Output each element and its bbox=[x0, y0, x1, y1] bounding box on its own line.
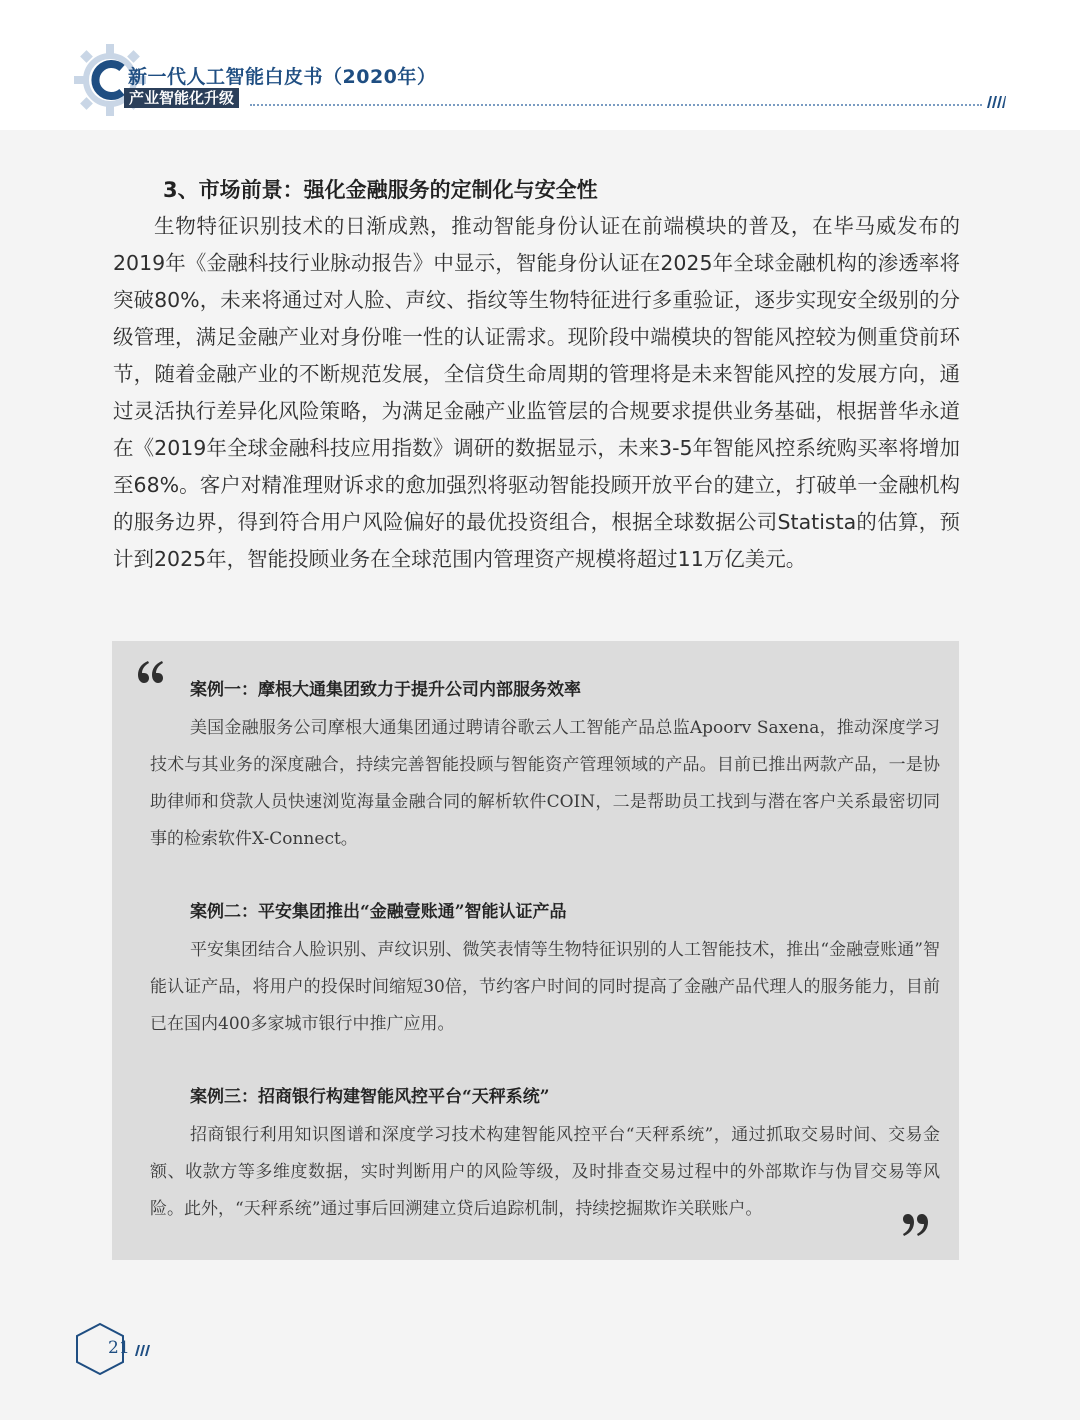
section-subheading: 3、市场前景：强化金融服务的定制化与安全性 bbox=[163, 178, 598, 202]
page-header bbox=[0, 0, 1080, 130]
case-3 bbox=[150, 1082, 940, 1228]
case-body: 招商银行利用知识图谱和深度学习技术构建智能风控平台“天秤系统”，通过抓取交易时间、交易金额、收款方等多维度数据，实时判断用户的风险等级，及时排查交易过程中的外部欺诈与伪冒交易等风险。此外，“天秤系统”通过事后回溯建立贷后追踪机制，持续挖掘欺诈关联账户。 bbox=[150, 1125, 940, 1219]
bars-icon bbox=[134, 1345, 152, 1356]
case-study-box bbox=[112, 641, 959, 1260]
section-tag: 产业智能化升级 bbox=[124, 88, 239, 108]
case-1 bbox=[150, 675, 940, 858]
case-body: 美国金融服务公司摩根大通集团通过聘请谷歌云人工智能产品总监Apoorv Saxena，推动深度学习技术与其业务的深度融合，持续完善智能投顾与智能资产管理领域的产品。目前已推出两款产品，一是协助律师和贷款人员快速浏览海量金融合同的解析软件COIN，二是帮助员工找到与潜在客户关系最密切同事的检索软件X-Connect。 bbox=[150, 718, 940, 849]
case-title: 案例三：招商银行构建智能风控平台“天秤系统” bbox=[190, 1087, 550, 1107]
case-title: 案例二：平安集团推出“金融壹账通”智能认证产品 bbox=[190, 902, 567, 922]
case-title: 案例一：摩根大通集团致力于提升公司内部服务效率 bbox=[190, 680, 581, 700]
header-divider bbox=[250, 104, 982, 106]
body-paragraph: 生物特征识别技术的日渐成熟，推动智能身份认证在前端模块的普及，在毕马威发布的2019年《金融科技行业脉动报告》中显示，智能身份认证在2025年全球金融机构的渗透率将突破80%，未来将通过对人脸、声纹、指纹等生物特征进行多重验证，逐步实现安全级别的分级管理，满足金融产业对身份唯一性的认证需求。现阶段中端模块的智能风控较为侧重贷前环节，随着金融产业的不断规范发展，全信贷生命周期的管理将是未来智能风控的发展方向，通过灵活执行差异化风险策略，为满足金融产业监管层的合规要求提供业务基础，根据普华永道在《2019年全球金融科技应用指数》调研的数据显示，未来3-5年智能风控系统购买率将增加至68%。客户对精准理财诉求的愈加强烈将驱动智能投顾开放平台的建立，打破单一金融机构的服务边界，得到符合用户风险偏好的最优投资组合，根据全球数据公司Statista的估算，预计到2025年，智能投顾业务在全球范围内管理资产规模将超过11万亿美元。 bbox=[113, 214, 960, 571]
page-number: 21 bbox=[108, 1338, 130, 1358]
case-body: 平安集团结合人脸识别、声纹识别、微笑表情等生物特征识别的人工智能技术，推出“金融壹账通”智能认证产品，将用户的投保时间缩短30倍，节约客户时间的同时提高了金融产品代理人的服务能力，目前已在国内400多家城市银行中推广应用。 bbox=[150, 940, 940, 1034]
quote-close-icon bbox=[902, 1212, 930, 1238]
case-2 bbox=[150, 897, 940, 1043]
bars-icon bbox=[986, 96, 1006, 108]
document-title: 新一代人工智能白皮书（2020年） bbox=[128, 66, 437, 88]
